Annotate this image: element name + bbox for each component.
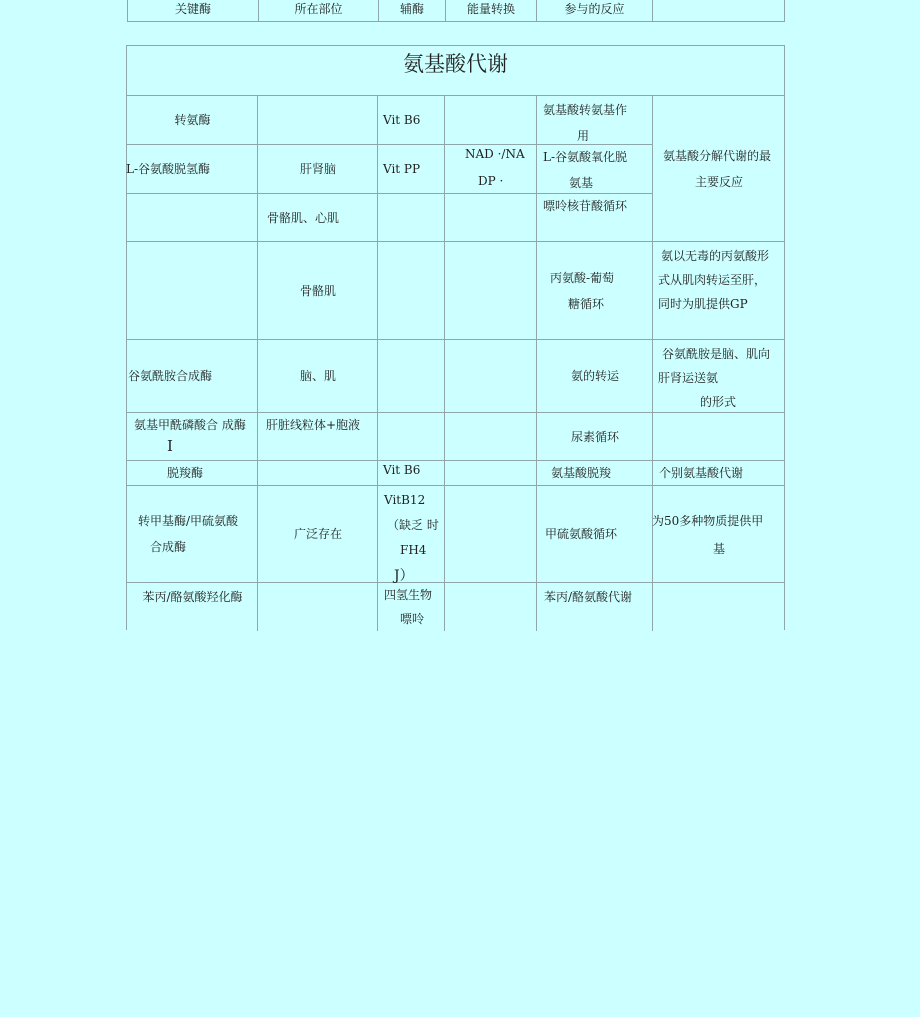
table-cell xyxy=(378,96,445,145)
table-cell xyxy=(127,96,258,145)
section-title: 氨基酸代谢 xyxy=(127,46,784,96)
note-text: 式从肌肉转运至肝， xyxy=(658,273,767,287)
note-text: 为50多种物质提供甲 xyxy=(652,514,764,528)
table-cell xyxy=(378,242,445,340)
reaction-text: 用 xyxy=(577,129,590,143)
table-cell xyxy=(537,340,653,413)
note-text: 的形式 xyxy=(700,395,737,409)
table-cell xyxy=(378,461,445,486)
table-cell xyxy=(127,486,258,583)
table-cell xyxy=(258,486,378,583)
table-cell xyxy=(653,242,784,340)
table-cell xyxy=(258,242,378,340)
header-row xyxy=(127,0,785,22)
table-cell xyxy=(378,583,445,631)
table-cell xyxy=(445,583,537,631)
table-cell xyxy=(537,194,653,242)
table-cell xyxy=(445,145,537,194)
table-cell xyxy=(258,413,378,461)
amino-acid-table xyxy=(126,45,785,630)
coenzyme-text: J） xyxy=(394,568,414,584)
table-cell xyxy=(378,145,445,194)
location-text: 肝脏线粒体+胞液 xyxy=(266,418,361,432)
table-cell xyxy=(127,461,258,486)
enzyme-text: 谷氨酰胺合成酶 xyxy=(128,369,213,383)
table-cell xyxy=(127,413,258,461)
header-cell-reaction: 参与的反应 xyxy=(537,0,653,21)
header-cell-coenzyme: 辅酶 xyxy=(379,0,446,21)
reaction-text: L-谷氨酸氧化脱 xyxy=(543,150,628,164)
note-text: 谷氨酰胺是脑、肌向 xyxy=(662,347,771,361)
table-cell xyxy=(653,340,784,413)
table-cell xyxy=(258,461,378,486)
table-cell xyxy=(378,194,445,242)
table-cell xyxy=(127,583,258,631)
reaction-text: 氨基酸脱羧 xyxy=(551,466,612,480)
table-cell xyxy=(378,486,445,583)
table-cell xyxy=(258,96,378,145)
table-cell xyxy=(378,413,445,461)
table-cell xyxy=(127,145,258,194)
coenzyme-text: Vit PP xyxy=(383,162,421,176)
table-cell xyxy=(258,340,378,413)
table-cell xyxy=(653,413,784,461)
reaction-text: 氨基酸转氨基作 xyxy=(543,103,628,117)
table-cell xyxy=(445,461,537,486)
note-text: 个别氨基酸代谢 xyxy=(659,466,744,480)
header-cell-enzyme: 关键酶 xyxy=(128,0,259,21)
note-text: 主要反应 xyxy=(695,175,744,189)
note-text: 基 xyxy=(713,542,726,556)
table-cell xyxy=(653,461,784,486)
coenzyme-text: 嘌呤 xyxy=(400,612,425,626)
table-cell xyxy=(445,96,537,145)
energy-text: DP · xyxy=(478,174,504,188)
note-text: 肝肾运送氨 xyxy=(658,371,719,385)
reaction-text: 丙氨酸-葡萄 xyxy=(550,271,615,285)
table-cell xyxy=(653,583,784,631)
reaction-text: 尿素循环 xyxy=(570,430,619,444)
table-cell xyxy=(653,486,784,583)
table-cell xyxy=(445,242,537,340)
reaction-text: 嘌呤核苷酸循环 xyxy=(543,199,628,213)
location-text: 脑、肌 xyxy=(299,369,336,383)
table-cell xyxy=(445,194,537,242)
location-text: 骨骼肌、心肌 xyxy=(267,211,340,225)
coenzyme-text: FH4 xyxy=(400,543,427,557)
table-cell xyxy=(537,145,653,194)
reaction-text: 苯丙/酪氨酸代谢 xyxy=(544,590,633,604)
table-cell xyxy=(445,340,537,413)
note-text: 氨基酸分解代谢的最 xyxy=(663,149,772,163)
location-text: 骨骼肌 xyxy=(299,284,336,298)
note-text: 氨以无毒的丙氨酸形 xyxy=(661,249,770,263)
table-cell xyxy=(445,413,537,461)
table-cell xyxy=(127,194,258,242)
enzyme-text: L-谷氨酸脱氢酶 xyxy=(126,162,211,176)
energy-text: NAD ·/NA xyxy=(465,147,525,161)
enzyme-text: I xyxy=(167,437,173,455)
table-cell xyxy=(258,145,378,194)
table-cell xyxy=(127,340,258,413)
enzyme-text: 苯丙/酪氨酸羟化酶 xyxy=(142,590,243,604)
note-text: 同时为肌提供GP xyxy=(658,297,748,311)
table-cell xyxy=(445,486,537,583)
header-cell-location: 所在部位 xyxy=(259,0,379,21)
header-cell-energy: 能量转换 xyxy=(446,0,537,21)
table-cell xyxy=(378,340,445,413)
table-cell xyxy=(258,194,378,242)
table-cell xyxy=(537,96,653,145)
enzyme-text: 氨基甲酰磷酸合 成酶 xyxy=(134,418,246,432)
enzyme-text: 脱羧酶 xyxy=(167,466,204,480)
reaction-text: 氨基 xyxy=(569,176,594,190)
reaction-text: 氨的转运 xyxy=(570,369,619,383)
reaction-text: 甲硫氨酸循环 xyxy=(545,527,618,541)
table-cell xyxy=(653,96,784,242)
location-text: 肝肾脑 xyxy=(299,162,336,176)
reaction-text: 糖循环 xyxy=(568,297,605,311)
coenzyme-text: （缺乏 时 xyxy=(387,518,439,532)
table-cell xyxy=(258,583,378,631)
table-cell xyxy=(537,413,653,461)
enzyme-text: 合成酶 xyxy=(150,540,187,554)
table-cell xyxy=(537,583,653,631)
coenzyme-text: 四氢生物 xyxy=(384,588,433,602)
coenzyme-text: VitB12 xyxy=(384,493,426,507)
enzyme-text: 转甲基酶/甲硫氨酸 xyxy=(138,514,239,528)
header-cell-note xyxy=(653,0,784,21)
table-cell xyxy=(537,242,653,340)
coenzyme-text: Vit B6 xyxy=(383,463,421,477)
coenzyme-text: Vit B6 xyxy=(383,113,421,127)
table-cell xyxy=(127,242,258,340)
enzyme-text: 转氨酶 xyxy=(174,113,211,127)
location-text: 广泛存在 xyxy=(293,527,342,541)
table-cell xyxy=(537,461,653,486)
table-cell xyxy=(537,486,653,583)
